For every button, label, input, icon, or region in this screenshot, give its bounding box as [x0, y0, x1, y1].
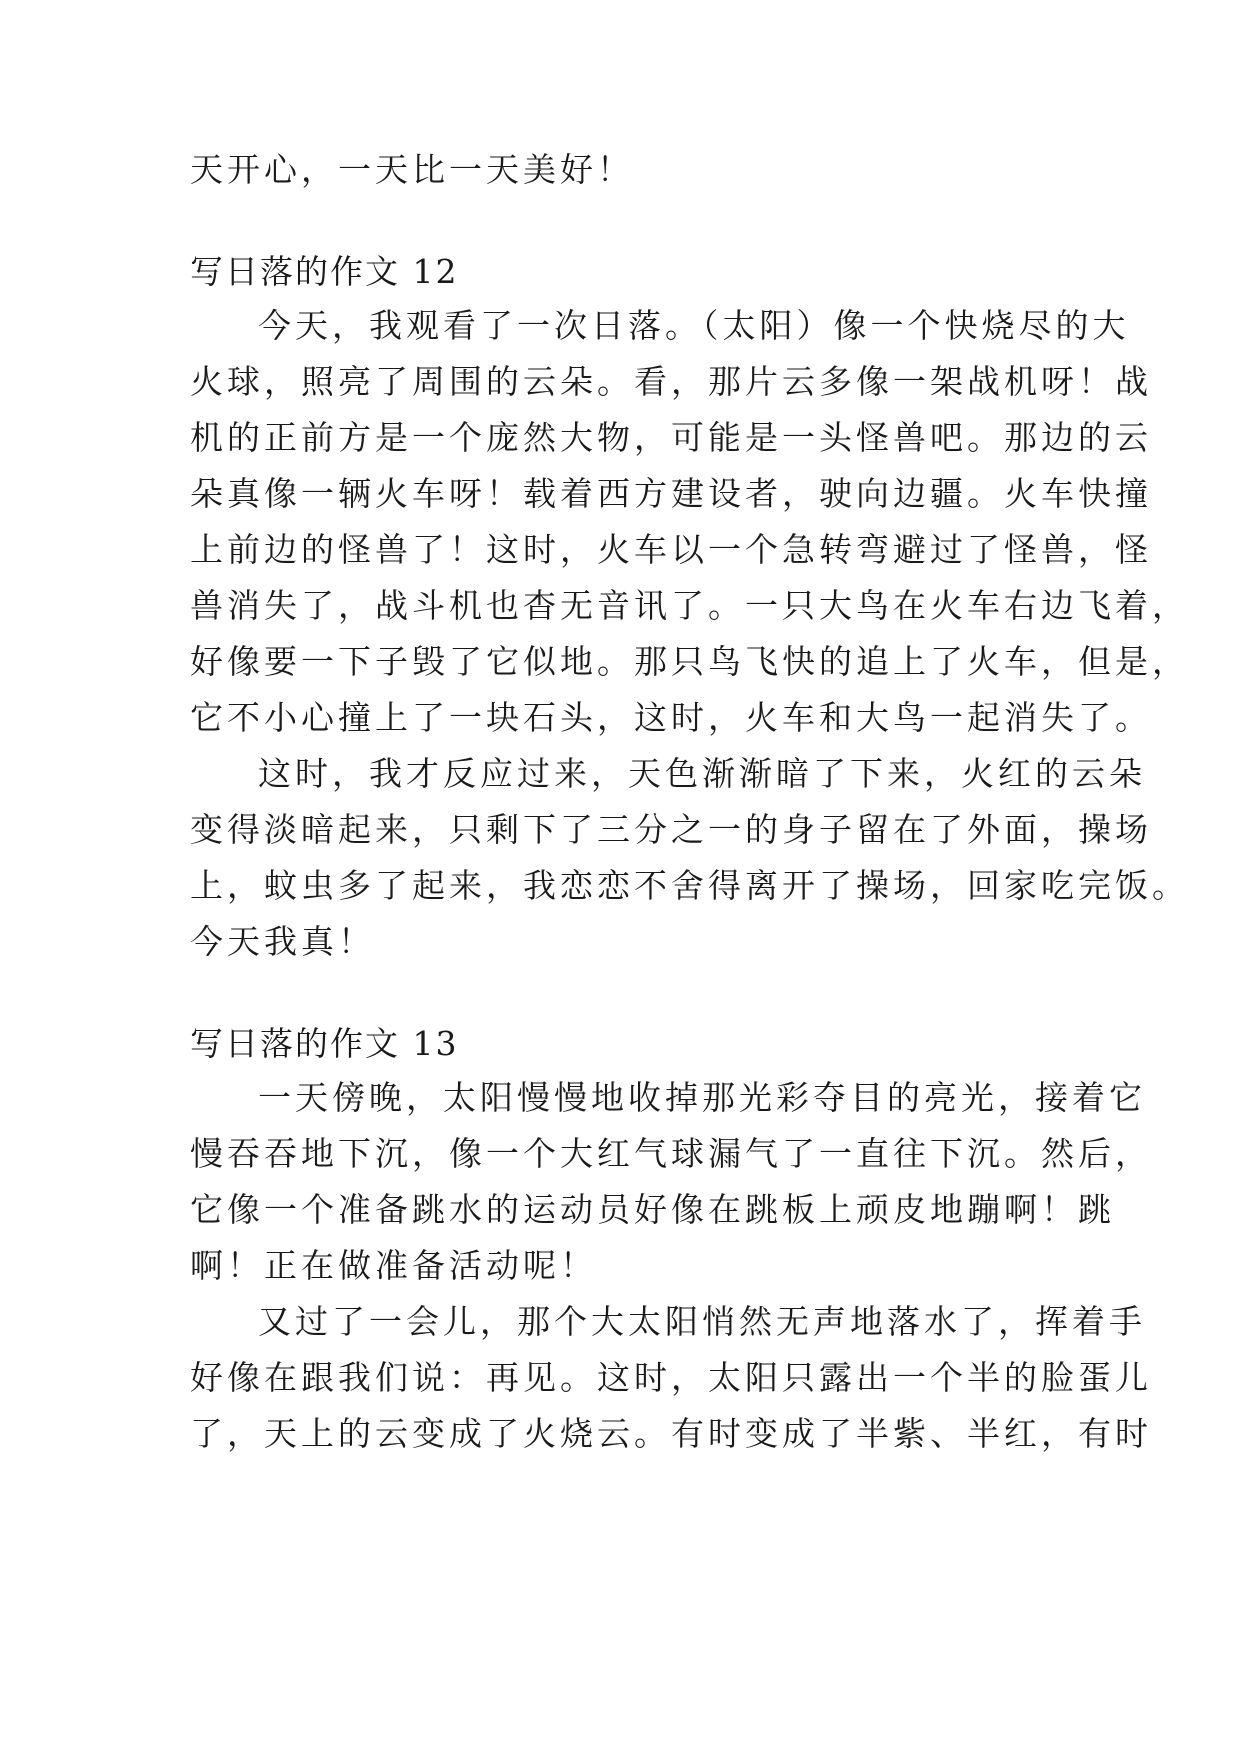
text-line: 一天傍晚，太阳慢慢地收掉那光彩夺目的亮光，接着它 — [258, 1078, 1146, 1117]
section-title: 写日落的作文 12 — [190, 252, 459, 291]
text-line: 啊！正在做准备活动呢！ — [190, 1246, 597, 1285]
text-line: 这时，我才反应过来，天色渐渐暗了下来，火红的云朵 — [258, 754, 1146, 793]
text-line: 变得淡暗起来，只剩下了三分之一的身子留在了外面，操场 — [190, 810, 1152, 849]
text-line: 今天，我观看了一次日落。（太阳）像一个快烧尽的大 — [258, 306, 1130, 345]
text-line: 好像在跟我们说：再见。这时，太阳只露出一个半的脸蛋儿 — [190, 1358, 1152, 1397]
text-line: 它像一个准备跳水的运动员好像在跳板上顽皮地蹦啊！跳 — [190, 1190, 1115, 1229]
text-line: 又过了一会儿，那个大太阳悄然无声地落水了，挥着手 — [258, 1302, 1146, 1341]
text-line: 火球，照亮了周围的云朵。看，那片云多像一架战机呀！战 — [190, 362, 1152, 401]
text-line: 天开心，一天比一天美好！ — [190, 150, 634, 189]
text-line: 了，天上的云变成了火烧云。有时变成了半紫、半红，有时 — [190, 1414, 1152, 1453]
section-title: 写日落的作文 13 — [190, 1024, 459, 1063]
text-line: 机的正前方是一个庞然大物，可能是一头怪兽吧。那边的云 — [190, 418, 1152, 457]
text-line: 上前边的怪兽了！这时，火车以一个急转弯避过了怪兽，怪 — [190, 530, 1152, 569]
text-line: 慢吞吞地下沉，像一个大红气球漏气了一直往下沉。然后， — [190, 1134, 1152, 1173]
text-line: 好像要一下子毁了它似地。那只鸟飞快的追上了火车，但是， — [190, 642, 1189, 681]
text-line: 它不小心撞上了一块石头，这时，火车和大鸟一起消失了。 — [190, 698, 1152, 737]
text-line: 今天我真！ — [190, 922, 375, 961]
text-line: 上，蚊虫多了起来，我恋恋不舍得离开了操场，回家吃完饭。 — [190, 866, 1189, 905]
text-line: 朵真像一辆火车呀！载着西方建设者，驶向边疆。火车快撞 — [190, 474, 1152, 513]
text-line: 兽消失了，战斗机也杳无音讯了。一只大鸟在火车右边飞着， — [190, 586, 1189, 625]
